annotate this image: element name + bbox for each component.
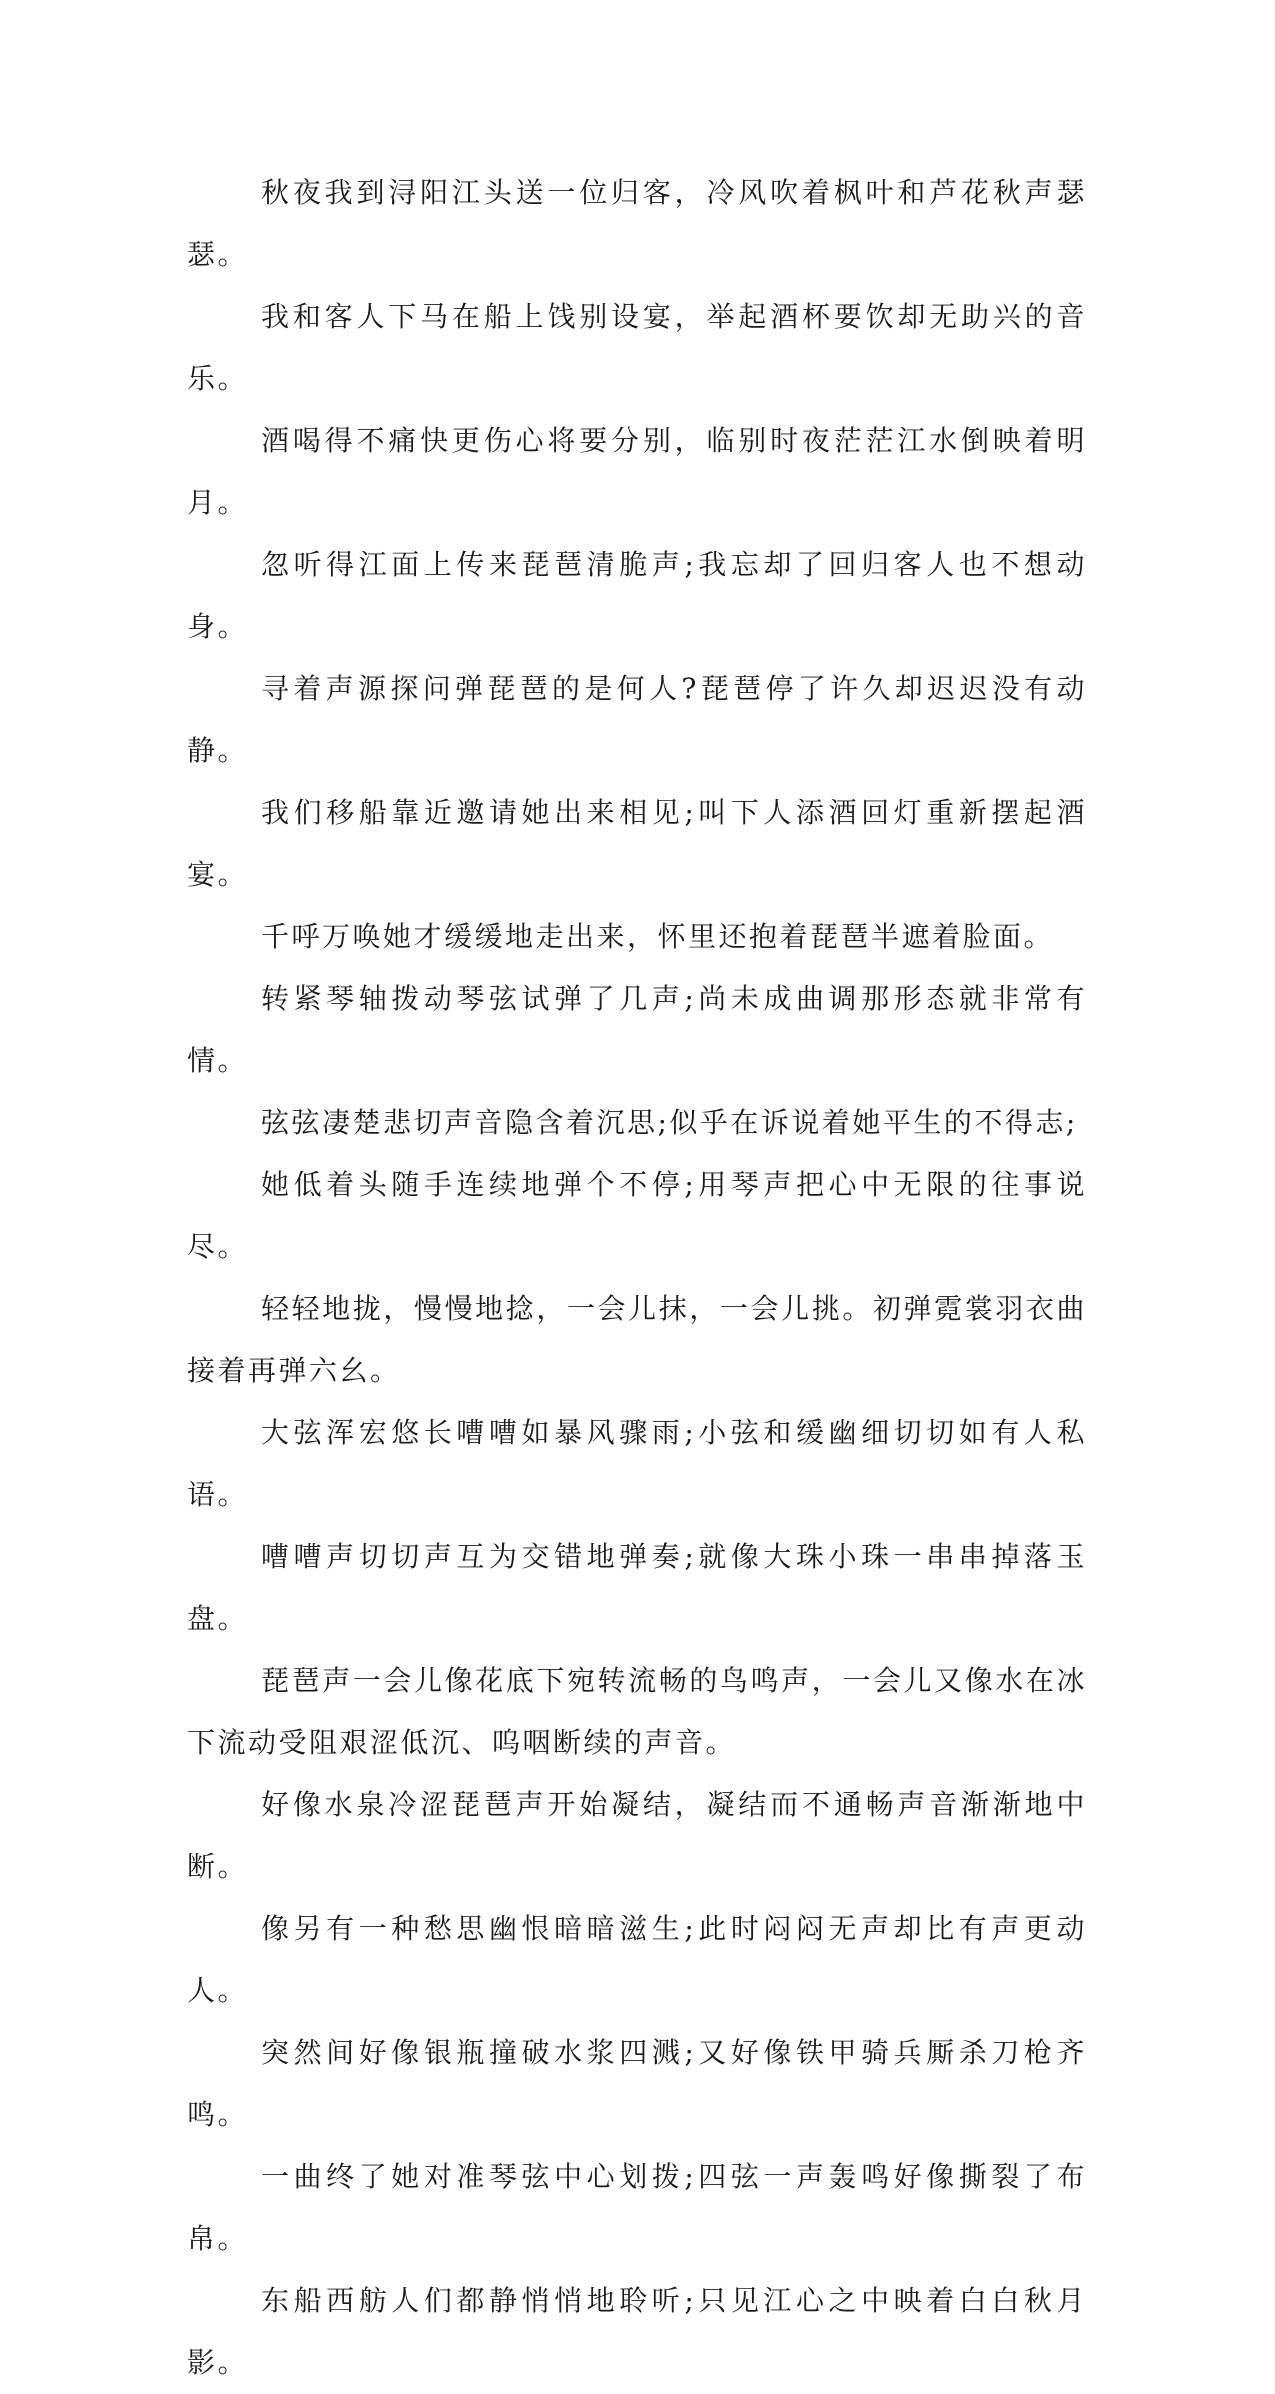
paragraph-15: 好像水泉冷涩琵琶声开始凝结，凝结而不通畅声音渐渐地中断。 [187,1788,1087,1883]
document-body [187,162,1087,2394]
paragraph-11: 轻轻地拢，慢慢地捻，一会儿抹，一会儿挑。初弹霓裳羽衣曲接着再弹六幺。 [187,1292,1087,1387]
paragraph-14: 琵琶声一会儿像花底下宛转流畅的鸟鸣声，一会儿又像水在冰下流动受阻艰涩低沉、呜咽断续的声音。 [187,1664,1087,1759]
paragraph-13: 嘈嘈声切切声互为交错地弹奏;就像大珠小珠一串串掉落玉盘。 [187,1540,1087,1635]
paragraph-9: 弦弦凄楚悲切声音隐含着沉思;似乎在诉说着她平生的不得志; [261,1106,1078,1139]
paragraph-16: 像另有一种愁思幽恨暗暗滋生;此时闷闷无声却比有声更动人。 [187,1912,1087,2007]
paragraph-3: 酒喝得不痛快更伤心将要分别，临别时夜茫茫江水倒映着明月。 [187,424,1087,519]
paragraph-7: 千呼万唤她才缓缓地走出来，怀里还抱着琵琶半遮着脸面。 [261,920,1055,953]
paragraph-1: 秋夜我到浔阳江头送一位归客，冷风吹着枫叶和芦花秋声瑟瑟。 [187,176,1087,271]
paragraph-19: 东船西舫人们都静悄悄地聆听;只见江心之中映着白白秋月影。 [187,2284,1087,2379]
paragraph-12: 大弦浑宏悠长嘈嘈如暴风骤雨;小弦和缓幽细切切如有人私语。 [187,1416,1087,1511]
paragraph-5: 寻着声源探问弹琵琶的是何人?琵琶停了许久却迟迟没有动静。 [187,672,1087,767]
paragraph-10: 她低着头随手连续地弹个不停;用琴声把心中无限的往事说尽。 [187,1168,1087,1263]
paragraph-2: 我和客人下马在船上饯别设宴，举起酒杯要饮却无助兴的音乐。 [187,300,1087,395]
paragraph-18: 一曲终了她对准琴弦中心划拨;四弦一声轰鸣好像撕裂了布帛。 [187,2160,1087,2255]
paragraph-8: 转紧琴轴拨动琴弦试弹了几声;尚未成曲调那形态就非常有情。 [187,982,1087,1077]
paragraph-17: 突然间好像银瓶撞破水浆四溅;又好像铁甲骑兵厮杀刀枪齐鸣。 [187,2036,1087,2131]
paragraph-6: 我们移船靠近邀请她出来相见;叫下人添酒回灯重新摆起酒宴。 [187,796,1087,891]
paragraph-4: 忽听得江面上传来琵琶清脆声;我忘却了回归客人也不想动身。 [187,548,1087,643]
